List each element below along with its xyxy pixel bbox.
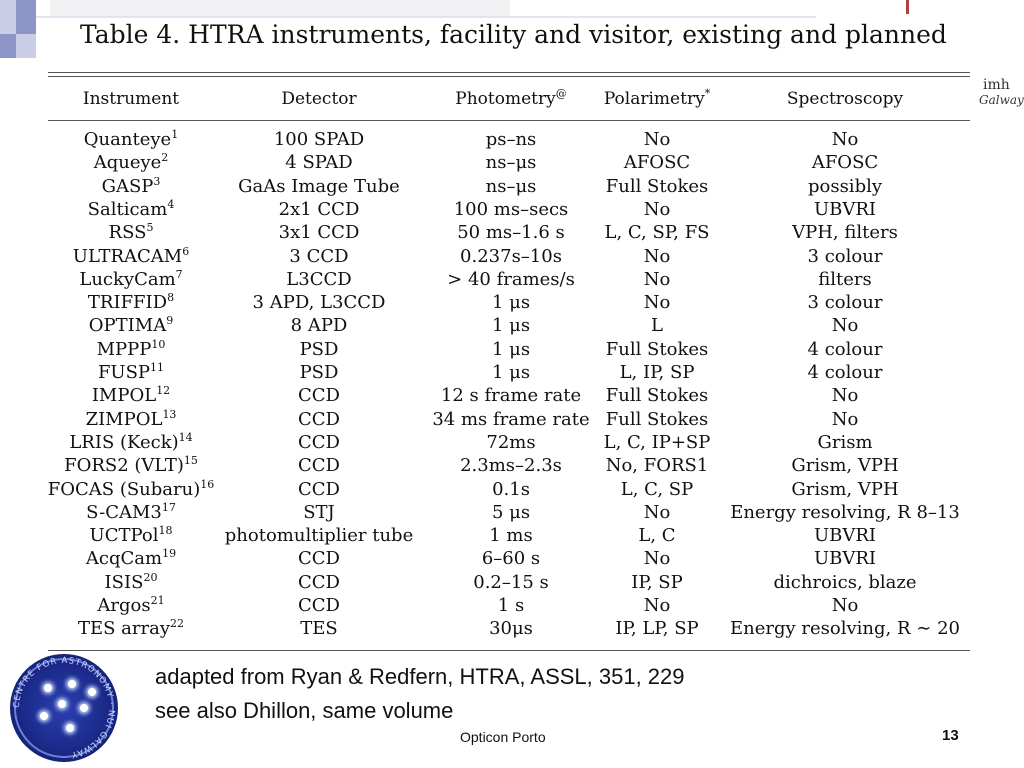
cell-polarimetry: L, C, SP, FS [604, 222, 710, 244]
cell-photometry: 1 s [497, 595, 525, 616]
cell-polarimetry: No [643, 198, 671, 220]
cell-spectroscopy: possibly [807, 175, 883, 197]
cell-polarimetry: No [643, 548, 671, 570]
star-icon [40, 712, 48, 720]
cell-polarimetry: No [643, 292, 671, 314]
cell-spectroscopy: No [831, 385, 859, 407]
cell-photometry: 1 μs [491, 292, 531, 314]
cell-polarimetry: No [643, 129, 671, 150]
table-row [0, 291, 1024, 314]
cell-detector: CCD [298, 408, 340, 430]
cell-spectroscopy: VPH, filters [792, 222, 898, 244]
cell-spectroscopy: No [831, 315, 859, 337]
cell-polarimetry: Full Stokes [605, 175, 709, 197]
cell-detector: CCD [298, 431, 340, 453]
table-row [0, 571, 1024, 594]
table-row [0, 617, 1024, 640]
cell-instrument: Argos$^{21}$ [97, 594, 165, 616]
cell-polarimetry: No [643, 595, 671, 616]
table-row [0, 384, 1024, 407]
footnote-marker: 20 [143, 570, 158, 584]
cell-photometry: ps–ns [485, 129, 537, 150]
footnote-marker: 4 [167, 197, 175, 211]
footnote-marker: 9 [166, 314, 174, 328]
logo-ring-text [10, 654, 118, 762]
table-row [0, 501, 1024, 524]
table-row [0, 175, 1024, 198]
cell-spectroscopy: 3 colour [807, 245, 883, 267]
cell-spectroscopy: Grism, VPH [791, 478, 899, 500]
cell-detector: STJ [303, 501, 335, 523]
cell-detector: CCD [298, 595, 340, 616]
table-row [0, 478, 1024, 501]
cell-instrument: IMPOL$^{12}$ [91, 384, 171, 407]
cell-polarimetry: Full Stokes [605, 338, 709, 360]
table-row [0, 245, 1024, 268]
cell-photometry: 72ms [486, 431, 536, 453]
cell-detector: 4 SPAD [285, 152, 353, 174]
cell-instrument: ISIS$^{20}$ [104, 570, 158, 593]
cell-photometry: 1 μs [491, 338, 531, 360]
table-row [0, 594, 1024, 617]
footnote-marker: 2 [161, 151, 169, 165]
footnote-marker: 10 [151, 337, 166, 351]
cell-photometry: 100 ms–secs [453, 198, 569, 220]
cell-detector: 3 CCD [289, 245, 349, 267]
top-band [50, 0, 510, 16]
imh-logo-text: imh [983, 77, 1010, 93]
cell-detector: CCD [298, 385, 340, 407]
cell-photometry: 30μs [489, 618, 533, 640]
cell-photometry: 0.1s [492, 478, 530, 500]
footnote-marker: 12 [156, 384, 171, 398]
footnote-marker: 11 [150, 361, 165, 374]
centre-for-astronomy-logo [10, 654, 118, 762]
corner-square [0, 0, 16, 34]
cell-instrument: FOCAS (Subaru)$^{16}$ [47, 477, 215, 500]
cell-photometry: 2.3ms–2.3s [460, 455, 562, 477]
cell-photometry: 12 s frame rate [440, 385, 582, 407]
cell-detector: PSD [299, 338, 339, 360]
cell-polarimetry: No, FORS1 [605, 455, 709, 477]
footnote-marker: 17 [161, 500, 176, 514]
table-rule-top-double [48, 76, 970, 77]
table-row [0, 547, 1024, 570]
cell-polarimetry: No [643, 268, 671, 290]
cell-photometry: ns–μs [485, 152, 537, 174]
cell-spectroscopy: No [831, 129, 859, 150]
table-row [0, 314, 1024, 337]
table-row [0, 524, 1024, 547]
cell-instrument: LRIS (Keck)$^{14}$ [69, 430, 193, 453]
cell-photometry: 1 ms [489, 525, 533, 547]
cell-photometry: 0.237s–10s [460, 245, 562, 267]
cell-spectroscopy: 4 colour [807, 362, 883, 383]
column-header-photometry: Photometry@ [455, 87, 567, 109]
cell-polarimetry: L [651, 315, 663, 337]
cell-instrument: RSS$^5$ [108, 221, 154, 244]
cell-polarimetry: IP, SP [631, 571, 683, 593]
footer-text: Opticon Porto [460, 729, 546, 745]
cell-spectroscopy: Grism, VPH [791, 455, 899, 477]
cell-photometry: 6–60 s [481, 548, 541, 570]
cell-polarimetry: L, C, SP [620, 478, 694, 500]
cell-spectroscopy: Grism [817, 431, 873, 453]
footnote-marker: 18 [158, 524, 173, 538]
cell-polarimetry: L, IP, SP [619, 362, 695, 383]
cell-spectroscopy: UBVRI [813, 548, 877, 570]
cell-polarimetry: AFOSC [623, 152, 691, 174]
cell-instrument: TRIFFID$^8$ [87, 291, 175, 314]
footnote-marker: 14 [178, 430, 193, 444]
cell-spectroscopy: No [831, 408, 859, 430]
cell-instrument: ULTRACAM$^6$ [72, 244, 190, 267]
table-row [0, 408, 1024, 431]
column-header-spectroscopy: Spectroscopy [786, 89, 904, 109]
footnote-marker: 1 [171, 128, 179, 141]
cell-detector: PSD [299, 362, 339, 383]
cell-detector: CCD [298, 548, 340, 570]
cell-detector: CCD [298, 478, 340, 500]
cell-detector: 3 APD, L3CCD [252, 292, 386, 314]
cell-photometry: ns–μs [485, 175, 537, 197]
footnote-marker: 22 [170, 617, 185, 631]
table-row [0, 128, 1024, 151]
footnote-marker: 7 [175, 267, 183, 281]
cell-detector: 8 APD [290, 315, 348, 337]
corner-square [16, 0, 36, 34]
cell-polarimetry: No [643, 501, 671, 523]
star-icon [80, 704, 88, 712]
cell-instrument: Salticam$^4$ [87, 197, 175, 220]
cell-instrument: LuckyCam$^7$ [79, 267, 183, 290]
cell-polarimetry: Full Stokes [605, 385, 709, 407]
cell-detector: GaAs Image Tube [238, 175, 400, 197]
table-row [0, 221, 1024, 244]
footnote-marker: 21 [150, 594, 165, 607]
star-icon [44, 684, 52, 692]
svg-text:CENTRE FOR ASTRONOMY · NUI GAL [12, 656, 116, 760]
cell-instrument: FORS2 (VLT)$^{15}$ [64, 454, 198, 477]
cell-instrument: ZIMPOL$^{13}$ [85, 407, 177, 430]
cell-instrument: $S-CAM3^{17}$ [86, 500, 176, 523]
cell-detector: 100 SPAD [273, 129, 365, 150]
cell-detector: CCD [298, 455, 340, 477]
cell-spectroscopy: UBVRI [813, 198, 877, 220]
table-row [0, 454, 1024, 477]
footnote-marker: 13 [162, 407, 177, 421]
footnote-marker: 5 [146, 221, 154, 235]
cell-spectroscopy: filters [818, 268, 872, 290]
column-header-polarimetry: Polarimetry* [603, 87, 711, 109]
cell-instrument: Quanteye$^1$ [83, 128, 179, 150]
caption-source: adapted from Ryan & Redfern, HTRA, ASSL, 351, 229 [155, 664, 685, 689]
cell-photometry: > 40 frames/s [447, 268, 575, 290]
logo-ring-caption: CENTRE FOR ASTRONOMY · NUI GALWAY [11, 655, 117, 760]
cell-photometry: 1 μs [491, 362, 531, 383]
cell-detector: photomultiplier tube [224, 525, 414, 547]
cell-spectroscopy: AFOSC [811, 152, 879, 174]
cell-instrument: OPTIMA$^9$ [88, 314, 174, 337]
cell-spectroscopy: 3 colour [807, 292, 883, 314]
cell-polarimetry: Full Stokes [605, 408, 709, 430]
cell-instrument: TES array$^{22}$ [77, 617, 185, 640]
corner-square [0, 34, 16, 58]
table-row [0, 198, 1024, 221]
galway-logo-text: Galway [979, 93, 1024, 107]
cell-detector: TES [300, 618, 338, 640]
cell-instrument: Aqueye$^2$ [93, 151, 169, 174]
footnote-marker: 8 [167, 291, 175, 305]
cell-photometry: 1 μs [491, 315, 531, 337]
table-title: Table 4. HTRA instruments, facility and visitor, existing and planned [80, 20, 947, 49]
cell-instrument: AcqCam$^{19}$ [85, 547, 177, 570]
table-row [0, 361, 1024, 384]
cell-photometry: 50 ms–1.6 s [457, 222, 565, 244]
table-rule-header [48, 120, 970, 121]
footnote-marker: 19 [162, 547, 177, 561]
cell-photometry: 5 μs [491, 501, 531, 523]
cell-spectroscopy: Energy resolving, R ∼ 20 [730, 618, 960, 640]
table-row [0, 338, 1024, 361]
corner-square [16, 34, 36, 58]
cell-spectroscopy: No [831, 595, 859, 616]
cell-spectroscopy: dichroics, blaze [773, 571, 917, 593]
cell-spectroscopy: 4 colour [807, 338, 883, 360]
cell-polarimetry: L, C [638, 525, 676, 547]
top-divider [36, 16, 816, 18]
cell-spectroscopy: UBVRI [813, 525, 877, 547]
cell-detector: CCD [298, 571, 340, 593]
star-icon [58, 700, 66, 708]
cell-detector: L3CCD [286, 268, 352, 290]
cell-instrument: GASP$^3$ [101, 174, 161, 197]
cell-photometry: 34 ms frame rate [432, 408, 590, 430]
cell-polarimetry: IP, LP, SP [615, 618, 699, 640]
corner-mark [906, 0, 909, 14]
cell-instrument: MPPP$^{10}$ [96, 337, 166, 360]
column-header-instrument: Instrument [82, 89, 180, 109]
footnote-marker: 15 [183, 454, 198, 468]
cell-polarimetry: No [643, 245, 671, 267]
footnote-marker: 3 [153, 174, 161, 188]
table-row [0, 431, 1024, 454]
cell-photometry: 0.2–15 s [473, 571, 549, 593]
table-rule-top [48, 72, 970, 73]
cell-detector: 2x1 CCD [278, 198, 360, 220]
cell-polarimetry: L, C, IP+SP [603, 431, 711, 453]
star-icon [68, 680, 76, 688]
column-header-detector: Detector [281, 89, 357, 109]
star-icon [66, 724, 74, 732]
footnote-marker: 6 [182, 244, 190, 258]
table-rule-bottom [48, 650, 970, 651]
table-row [0, 268, 1024, 291]
caption-see-also: see also Dhillon, same volume [155, 698, 454, 723]
star-icon [88, 688, 96, 696]
page-number: 13 [942, 727, 959, 744]
footnote-marker: 16 [200, 477, 215, 491]
cell-instrument: UCTPol$^{18}$ [89, 524, 173, 547]
cell-spectroscopy: Energy resolving, R 8–13 [730, 501, 960, 523]
table-row [0, 151, 1024, 174]
cell-instrument: FUSP$^{11}$ [97, 361, 165, 383]
cell-detector: 3x1 CCD [278, 222, 360, 244]
